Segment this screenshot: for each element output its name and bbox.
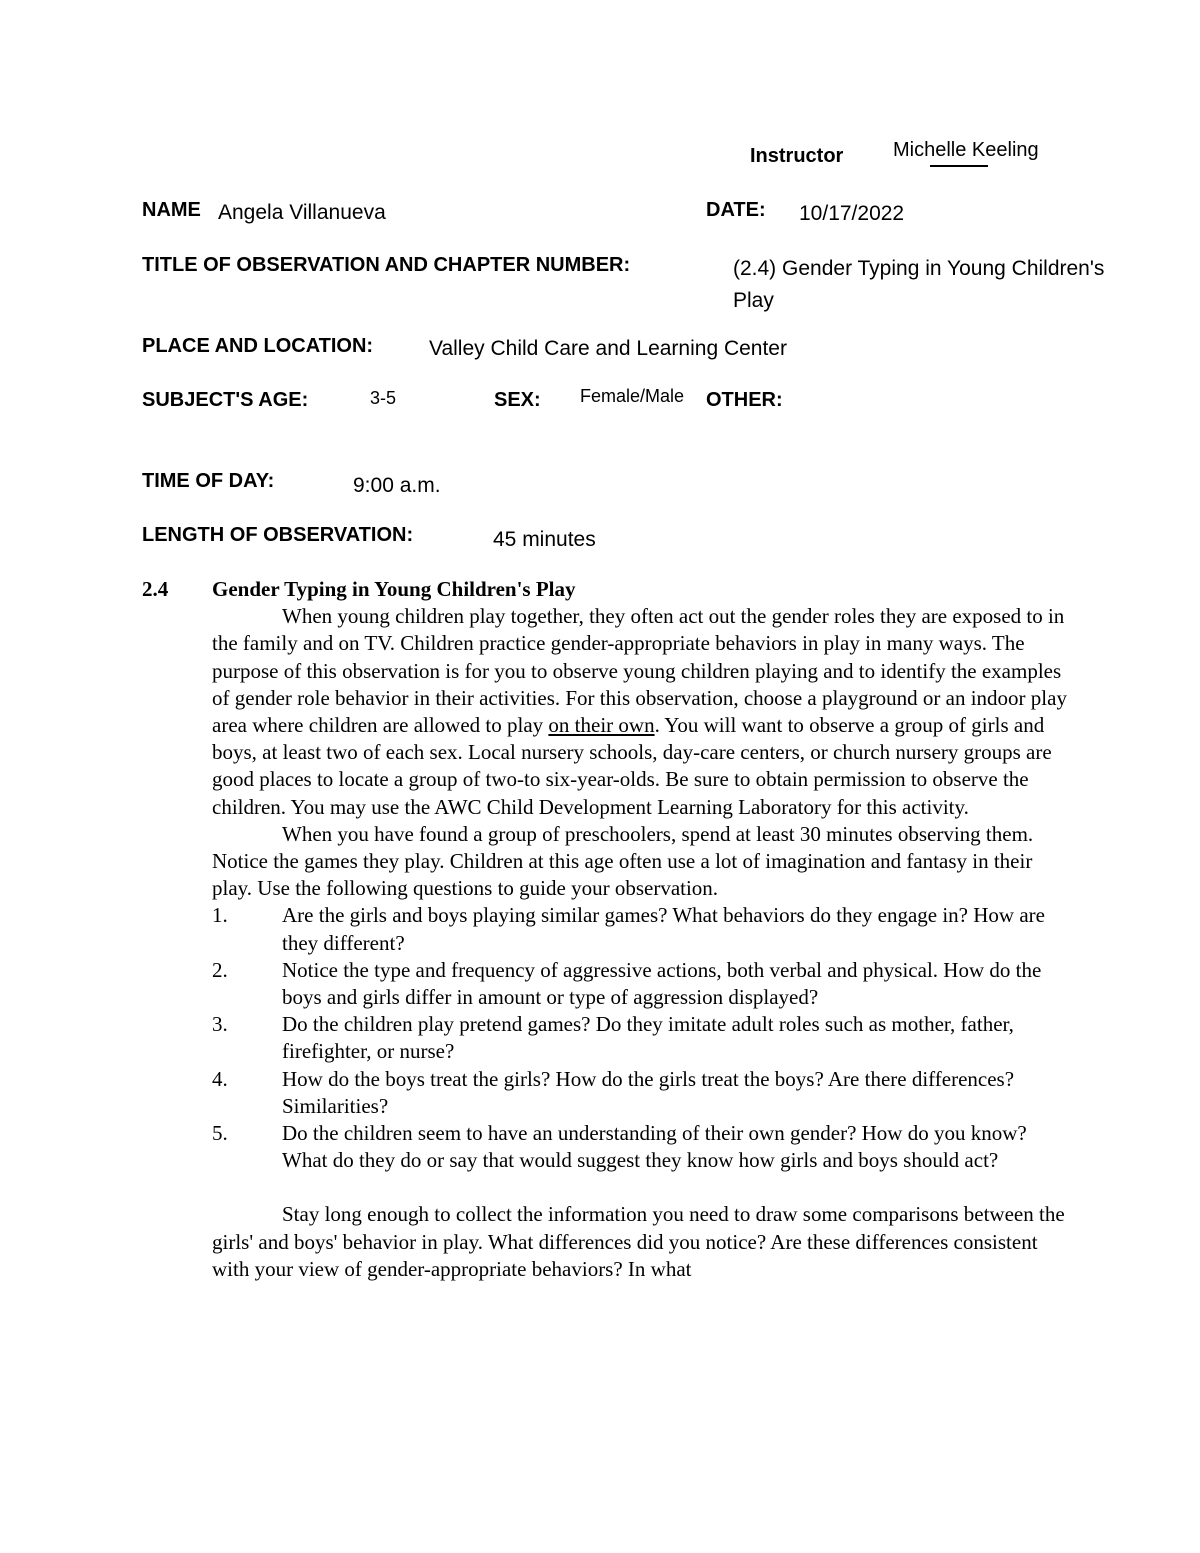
age-label: SUBJECT'S AGE: [142, 389, 309, 411]
question-number: 1. [212, 903, 228, 928]
question-text: Do the children seem to have an understanding of their own gender? How do you know? What do they do or say that would suggest they know how girls and boys should act? [282, 1121, 1027, 1173]
section-title: Gender Typing in Young Children's Play [212, 577, 576, 601]
place-label: PLACE AND LOCATION: [142, 335, 374, 357]
length-value: 45 minutes [493, 528, 596, 551]
name-label: NAME [142, 199, 201, 221]
section-number: 2.4 [142, 577, 169, 601]
title-value-line2: Play [733, 289, 774, 312]
question-text: Notice the type and frequency of aggressive actions, both verbal and physical. How do the boys and girls differ in amount or type of aggression displayed? [282, 957, 1042, 1010]
observation-instructions [142, 576, 1072, 1283]
instructor-value: Michelle Keeling [893, 139, 1039, 161]
list-item [212, 1066, 1072, 1120]
list-item [212, 902, 1072, 956]
question-number: 3. [212, 1012, 228, 1037]
sex-value: Female/Male [580, 386, 685, 406]
paragraph-1-underlined: on their own [548, 713, 655, 738]
question-text: How do the boys treat the girls? How do the girls treat the boys? Are there differences? Similarities? [282, 1066, 1015, 1118]
title-value-line1: (2.4) Gender Typing in Young Children's [733, 257, 1105, 280]
sex-label: SEX: [494, 389, 541, 411]
list-item [212, 1120, 1072, 1174]
question-number: 5. [212, 1121, 228, 1146]
other-label: OTHER: [706, 389, 783, 411]
question-number: 4. [212, 1066, 228, 1091]
instructor-underline [930, 165, 988, 167]
date-value: 10/17/2022 [799, 202, 905, 225]
list-item [212, 957, 1072, 1011]
section-heading [142, 576, 1072, 603]
instructions-paragraph-2: When you have found a group of preschoolers, spend at least 30 minutes observing them. Notice the games they play. Children at this age often use a lot of imagination and fantasy in their play. Use the following questions to guide your observation. [212, 821, 1034, 901]
instructor-label: Instructor [750, 145, 844, 167]
title-label: TITLE OF OBSERVATION AND CHAPTER NUMBER: [142, 254, 631, 276]
instructions-paragraph-3: Stay long enough to collect the information you need to draw some comparisons between the girls' and boys' behavior in play. What differences did you notice? Are these differences consistent with your view of gender-appropriate behaviors? In what [212, 1202, 1065, 1281]
time-label: TIME OF DAY: [142, 470, 275, 492]
guide-questions-list [142, 902, 1072, 1174]
question-text: Are the girls and boys playing similar games? What behaviors do they engage in? How are they different? [282, 903, 1045, 955]
place-value: Valley Child Care and Learning Center [429, 337, 787, 360]
date-label: DATE: [706, 199, 766, 221]
name-value: Angela Villanueva [218, 201, 386, 224]
age-value: 3-5 [370, 388, 397, 408]
paragraph-1-text-b: . You will want to observe a group of girls and boys, at least two of each sex. Local nursery schools, day-care centers, or church nursery groups are good places to locate a group of two-to six-year-olds. Be sure to obtain permission to observe the children. You may use the AWC Child Development Learning Laboratory for this activity. [212, 713, 1052, 819]
instructions-paragraph-1 [212, 603, 1072, 821]
paragraph-1-text-a: When young children play together, they often act out the gender roles they are exposed to in the family and on TV. Children practice gender-appropriate behaviors in play in many ways. The purpose of this observation is for you to observe young children playing and to identify the examples of gender role behavior in their activities. For this observation, choose a playground or an indoor play area where children are allowed to play [212, 604, 1067, 738]
length-label: LENGTH OF OBSERVATION: [142, 524, 414, 546]
question-text: Do the children play pretend games? Do they imitate adult roles such as mother, father, firefighter, or nurse? [282, 1012, 1014, 1064]
time-value: 9:00 a.m. [353, 474, 441, 497]
list-item [212, 1011, 1072, 1065]
question-number: 2. [212, 957, 228, 982]
